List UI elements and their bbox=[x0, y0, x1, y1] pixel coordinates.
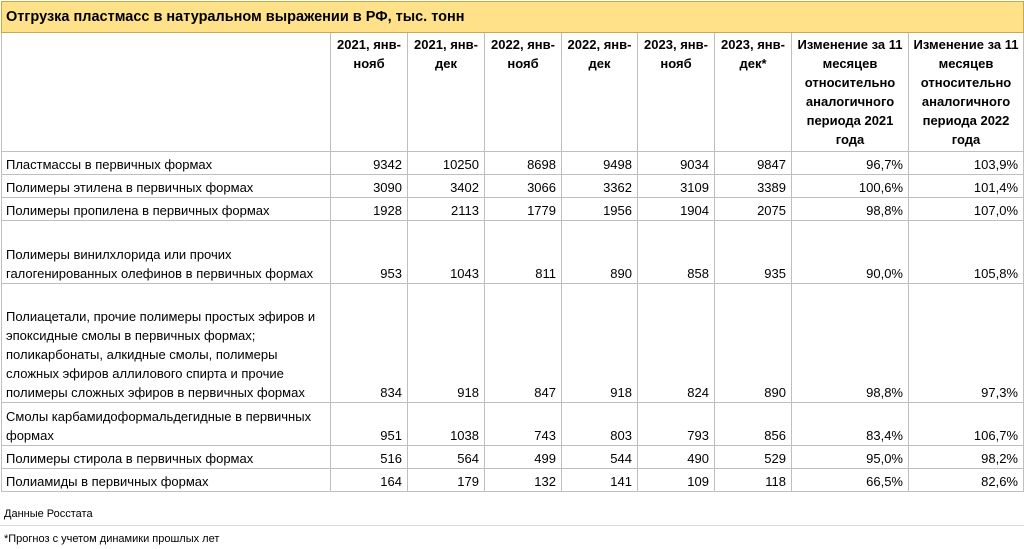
table-row bbox=[2, 403, 1024, 446]
value-cell: 10250 bbox=[408, 152, 485, 175]
header-cell: 2021, янв-нояб bbox=[331, 33, 408, 152]
header-row bbox=[2, 33, 1024, 152]
value-cell: 106,7% bbox=[909, 403, 1024, 446]
value-cell: 3402 bbox=[408, 175, 485, 198]
value-cell: 100,6% bbox=[792, 175, 909, 198]
value-cell: 1904 bbox=[638, 198, 715, 221]
value-cell: 951 bbox=[331, 403, 408, 446]
value-cell: 164 bbox=[331, 469, 408, 492]
value-cell: 118 bbox=[715, 469, 792, 492]
value-cell: 1956 bbox=[562, 198, 638, 221]
value-cell: 1928 bbox=[331, 198, 408, 221]
value-cell: 3362 bbox=[562, 175, 638, 198]
value-cell: 97,3% bbox=[909, 284, 1024, 403]
table-row bbox=[2, 221, 1024, 284]
value-cell: 890 bbox=[715, 284, 792, 403]
value-cell: 9847 bbox=[715, 152, 792, 175]
value-cell: 1043 bbox=[408, 221, 485, 284]
value-cell: 1038 bbox=[408, 403, 485, 446]
value-cell: 811 bbox=[485, 221, 562, 284]
value-cell: 834 bbox=[331, 284, 408, 403]
title-row bbox=[2, 2, 1024, 33]
value-cell: 3090 bbox=[331, 175, 408, 198]
row-label: Полиамиды в первичных формах bbox=[2, 469, 331, 492]
value-cell: 856 bbox=[715, 403, 792, 446]
table-row bbox=[2, 152, 1024, 175]
row-label: Смолы карбамидоформальдегидные в первичных формах bbox=[2, 403, 331, 446]
header-cell: 2021, янв-дек bbox=[408, 33, 485, 152]
value-cell: 141 bbox=[562, 469, 638, 492]
value-cell: 179 bbox=[408, 469, 485, 492]
table-title: Отгрузка пластмасс в натуральном выражении в РФ, тыс. тонн bbox=[2, 2, 1024, 33]
row-label: Полимеры пропилена в первичных формах bbox=[2, 198, 331, 221]
source-note: Данные Росстата bbox=[4, 508, 93, 520]
table-row bbox=[2, 175, 1024, 198]
row-label: Полимеры стирола в первичных формах bbox=[2, 446, 331, 469]
value-cell: 83,4% bbox=[792, 403, 909, 446]
value-cell: 3389 bbox=[715, 175, 792, 198]
value-cell: 847 bbox=[485, 284, 562, 403]
value-cell: 824 bbox=[638, 284, 715, 403]
value-cell: 8698 bbox=[485, 152, 562, 175]
value-cell: 858 bbox=[638, 221, 715, 284]
header-empty-cell bbox=[2, 33, 331, 152]
table-row bbox=[2, 284, 1024, 403]
value-cell: 3109 bbox=[638, 175, 715, 198]
value-cell: 743 bbox=[485, 403, 562, 446]
table-row bbox=[2, 469, 1024, 492]
row-label: Полиацетали, прочие полимеры простых эфиров и эпоксидные смолы в первичных формах; поликарбонаты, алкидные смолы, полимеры сложных эфиров аллилового спирта и прочие полимеры сложных эфиров в первичных формах bbox=[2, 284, 331, 403]
shipment-table bbox=[1, 1, 1024, 492]
header-cell: Изменение за 11 месяцев относительно аналогичного периода 2022 года bbox=[909, 33, 1024, 152]
value-cell: 9498 bbox=[562, 152, 638, 175]
value-cell: 953 bbox=[331, 221, 408, 284]
row-label: Полимеры винилхлорида или прочих галогенированных олефинов в первичных формах bbox=[2, 221, 331, 284]
value-cell: 516 bbox=[331, 446, 408, 469]
value-cell: 98,8% bbox=[792, 284, 909, 403]
forecast-note: *Прогноз с учетом динамики прошлых лет bbox=[4, 533, 220, 545]
value-cell: 90,0% bbox=[792, 221, 909, 284]
table-row bbox=[2, 446, 1024, 469]
value-cell: 2075 bbox=[715, 198, 792, 221]
value-cell: 3066 bbox=[485, 175, 562, 198]
divider bbox=[0, 525, 1024, 526]
value-cell: 529 bbox=[715, 446, 792, 469]
value-cell: 103,9% bbox=[909, 152, 1024, 175]
table-row bbox=[2, 198, 1024, 221]
value-cell: 132 bbox=[485, 469, 562, 492]
header-cell: 2022, янв-нояб bbox=[485, 33, 562, 152]
value-cell: 918 bbox=[408, 284, 485, 403]
value-cell: 9034 bbox=[638, 152, 715, 175]
value-cell: 107,0% bbox=[909, 198, 1024, 221]
value-cell: 82,6% bbox=[909, 469, 1024, 492]
value-cell: 793 bbox=[638, 403, 715, 446]
header-cell: 2023, янв-дек* bbox=[715, 33, 792, 152]
value-cell: 564 bbox=[408, 446, 485, 469]
value-cell: 935 bbox=[715, 221, 792, 284]
header-cell: Изменение за 11 месяцев относительно аналогичного периода 2021 года bbox=[792, 33, 909, 152]
value-cell: 803 bbox=[562, 403, 638, 446]
value-cell: 544 bbox=[562, 446, 638, 469]
header-cell: 2023, янв-нояб bbox=[638, 33, 715, 152]
row-label: Пластмассы в первичных формах bbox=[2, 152, 331, 175]
header-cell: 2022, янв-дек bbox=[562, 33, 638, 152]
value-cell: 499 bbox=[485, 446, 562, 469]
value-cell: 918 bbox=[562, 284, 638, 403]
value-cell: 2113 bbox=[408, 198, 485, 221]
value-cell: 490 bbox=[638, 446, 715, 469]
value-cell: 105,8% bbox=[909, 221, 1024, 284]
value-cell: 890 bbox=[562, 221, 638, 284]
value-cell: 98,8% bbox=[792, 198, 909, 221]
value-cell: 98,2% bbox=[909, 446, 1024, 469]
value-cell: 96,7% bbox=[792, 152, 909, 175]
value-cell: 1779 bbox=[485, 198, 562, 221]
value-cell: 95,0% bbox=[792, 446, 909, 469]
row-label: Полимеры этилена в первичных формах bbox=[2, 175, 331, 198]
value-cell: 9342 bbox=[331, 152, 408, 175]
value-cell: 109 bbox=[638, 469, 715, 492]
value-cell: 101,4% bbox=[909, 175, 1024, 198]
value-cell: 66,5% bbox=[792, 469, 909, 492]
